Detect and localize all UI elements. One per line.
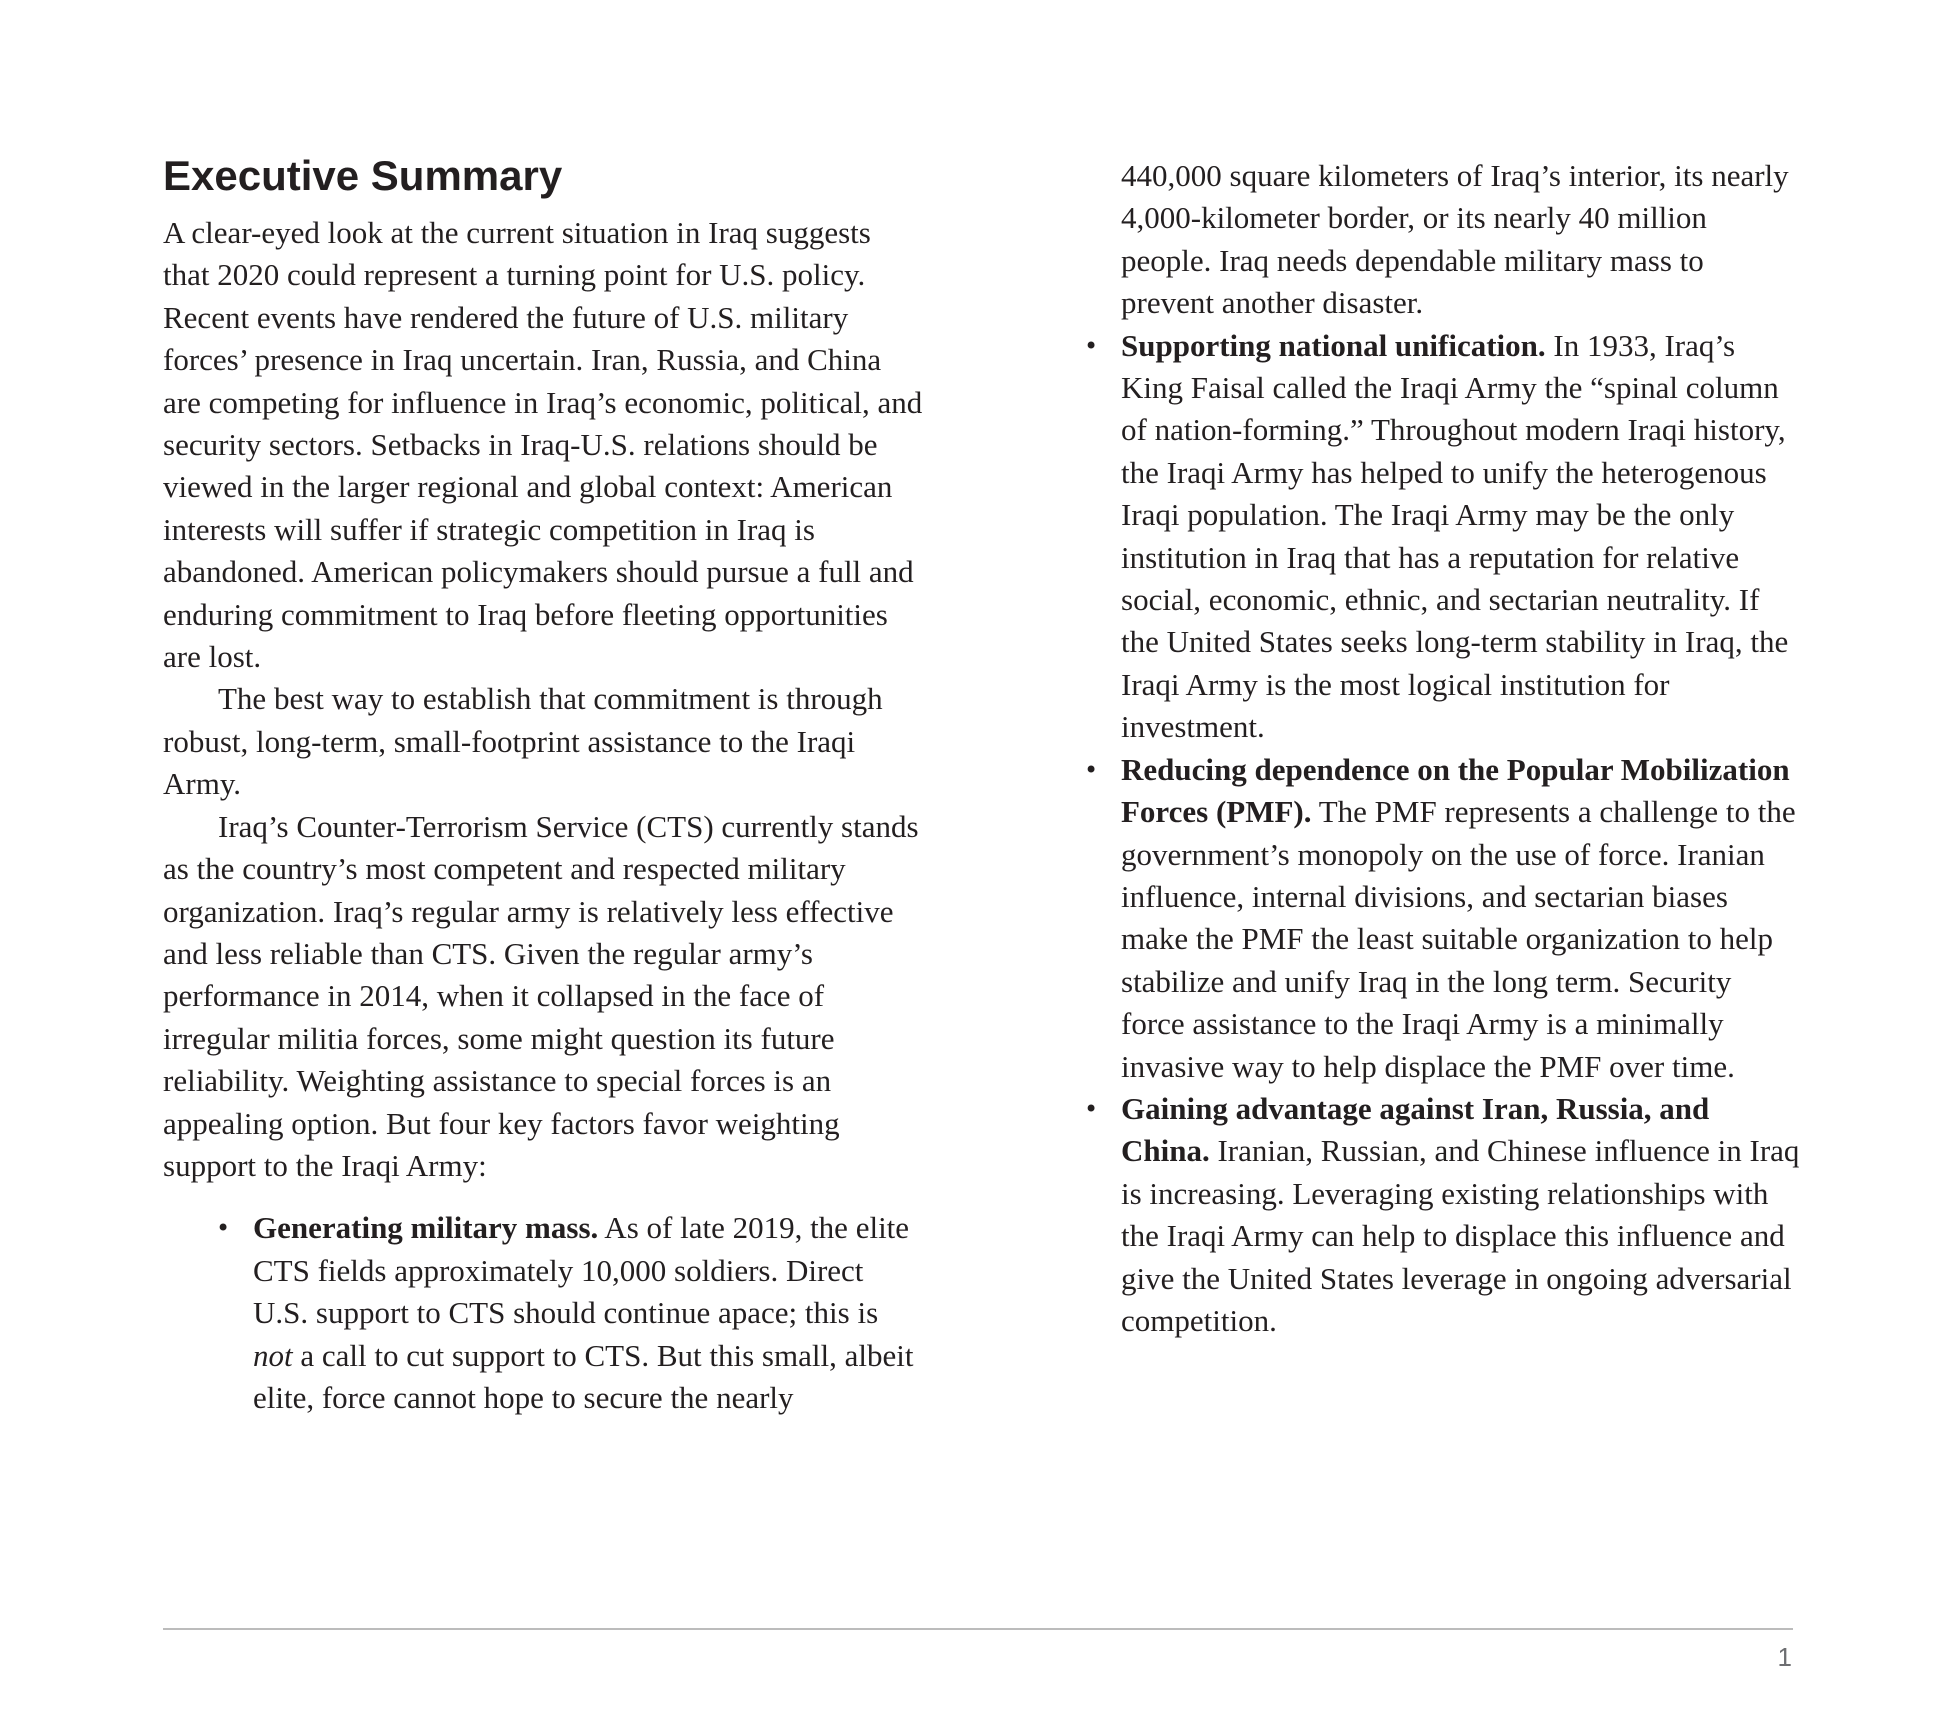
bullet-emphasis: not (253, 1337, 293, 1373)
bullet-text: a call to cut support to CTS. But this small, albeit elite, force cannot hope to secure the nearly (253, 1337, 914, 1415)
footer-divider (163, 1628, 1793, 1630)
bullet-item-reducing-pmf (1084, 749, 1801, 1088)
bullet-glyph: • (1084, 331, 1099, 360)
bullet-item-gaining-advantage (1084, 1088, 1801, 1342)
right-column (1084, 155, 1801, 1342)
bullet-glyph: • (216, 1214, 231, 1243)
bullet-text: As of late 2019, the elite CTS fields approximately 10,000 soldiers. Direct U.S. support to CTS should continue apace; this is (253, 1210, 910, 1331)
bullet-lead: Reducing dependence on the Popular Mobilization Forces (PMF). (1121, 751, 1790, 830)
bullet-text: The PMF represents a challenge to the government’s monopoly on the use of force. Iranian influence, internal divisions, and sectarian biases make the PMF the least suitable organization to help stabilize and unify Iraq in the long term. Security force assistance to the Iraqi Army is a minimally invasive way to help displace the PMF over time. (1121, 794, 1796, 1084)
bullet-list-left (163, 1207, 923, 1419)
bullet-text: Iranian, Russian, and Chinese influence in Iraq is increasing. Leveraging existing relationships with the Iraqi Army can help to displace this influence and give the United States leverage in ongoing adversarial competition. (1121, 1133, 1800, 1338)
bullet-lead: Supporting national unification. (1121, 327, 1546, 363)
bullet-glyph: • (1084, 755, 1099, 784)
bullet-list-right (1084, 325, 1801, 1343)
paragraph-2: The best way to establish that commitment is through robust, long-term, small-footprint assistance to the Iraqi Army. (163, 681, 883, 802)
bullet-glyph: • (1084, 1094, 1099, 1123)
page-title: Executive Summary (163, 152, 563, 199)
left-column (163, 150, 923, 1419)
paragraph-3: Iraq’s Counter-Terrorism Service (CTS) currently stands as the country’s most competent and respected military organization. Iraq’s regular army is relatively less effective and less reliable than CTS. Given the regular army’s performance in 2014, when it collapsed in the face of irregular militia forces, some might question its future reliability. Weighting assistance to special forces is an appealing option. But four key factors favor weighting support to the Iraqi Army: (163, 808, 919, 1183)
intro-paragraph: A clear-eyed look at the current situation in Iraq suggests that 2020 could represent a turning point for U.S. policy. Recent events have rendered the future of U.S. military forces’ presence in Iraq uncertain. Iran, Russia, and China are competing for influence in Iraq’s economic, political, and security sectors. Setbacks in Iraq-U.S. relations should be viewed in the larger regional and global context: American interests will suffer if strategic competition in Iraq is abandoned. American policymakers should pursue a full and enduring commitment to Iraq before fleeting opportunities are lost. (163, 215, 923, 675)
bullet-item-military-mass (216, 1207, 923, 1419)
bullet-item-national-unification (1084, 325, 1801, 749)
bullet-lead: Generating military mass. (253, 1210, 599, 1246)
bullet-lead: Gaining advantage against Iran, Russia, and China. (1121, 1090, 1710, 1169)
bullet-text: In 1933, Iraq’s King Faisal called the Iraqi Army the “spinal column of nation-forming.” Throughout modern Iraqi history, the Iraqi Army has helped to unify the heterogenous Iraqi population. The Iraqi Army may be the only institution in Iraq that has a reputation for relative social, economic, ethnic, and sectarian neutrality. If the United States seeks long-term stability in Iraq, the Iraqi Army is the most logical institution for investment. (1121, 327, 1789, 745)
page-number: 1 (1777, 1642, 1792, 1672)
bullet-continuation: 440,000 square kilometers of Iraq’s interior, its nearly 4,000-kilometer border, or its nearly 40 million people. Iraq needs dependable military mass to prevent another disaster. (1121, 158, 1789, 321)
